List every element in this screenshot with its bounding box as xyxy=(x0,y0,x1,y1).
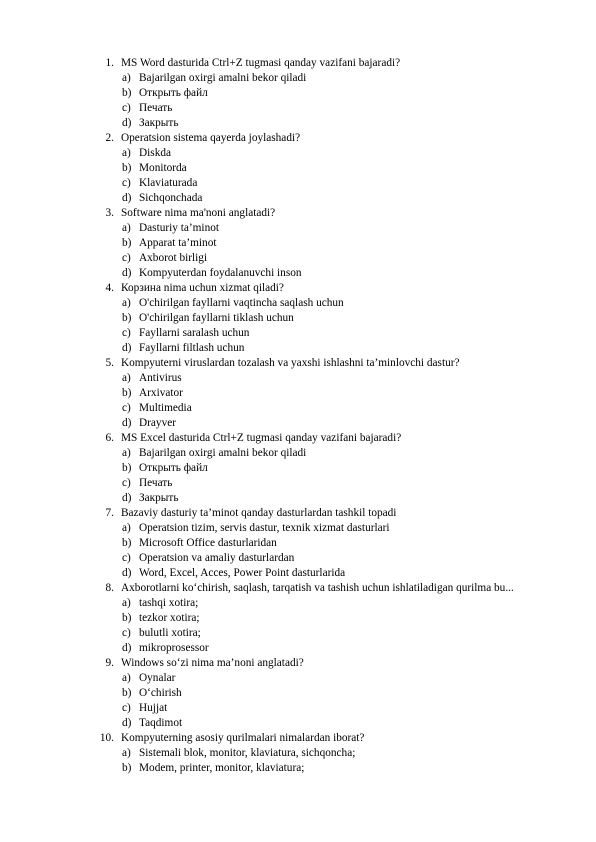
option-text: Открыть файл xyxy=(139,462,208,474)
answer-option xyxy=(0,416,596,431)
answer-option xyxy=(0,371,596,386)
question-number: 3. xyxy=(105,207,114,219)
option-text: Drayver xyxy=(139,417,177,429)
question-text: Operatsion sistema qayerda joylashadi? xyxy=(121,132,301,144)
answer-option xyxy=(0,761,596,776)
question-item xyxy=(0,581,596,596)
option-letter: d) xyxy=(122,642,132,654)
option-letter: a) xyxy=(122,522,131,534)
question-text: Kompyuterni viruslardan tozalash va yaxshi ishlashni ta’minlovchi dastur? xyxy=(121,357,460,369)
option-letter: d) xyxy=(122,417,132,429)
option-letter: a) xyxy=(122,372,131,384)
option-text: Fayllarni filtlash uchun xyxy=(139,342,245,354)
answer-option xyxy=(0,191,596,206)
option-letter: c) xyxy=(122,477,131,489)
option-letter: c) xyxy=(122,327,131,339)
option-text: Bajarilgan oxirgi amalni bekor qiladi xyxy=(139,72,307,84)
answer-option xyxy=(0,236,596,251)
option-text: tashqi xotira; xyxy=(139,597,199,609)
option-text: Dasturiy ta’minot xyxy=(139,222,220,234)
option-letter: b) xyxy=(122,537,132,549)
question-text: Kompyuterning asosiy qurilmalari nimalardan iborat? xyxy=(121,732,365,744)
answer-option xyxy=(0,701,596,716)
question-number: 9. xyxy=(105,657,114,669)
option-text: Hujjat xyxy=(139,702,168,714)
question-item xyxy=(0,131,596,146)
answer-option xyxy=(0,326,596,341)
question-number: 5. xyxy=(105,357,114,369)
option-text: Arxivator xyxy=(139,387,183,399)
option-letter: b) xyxy=(122,87,132,99)
answer-option xyxy=(0,251,596,266)
option-text: Sichqonchada xyxy=(139,192,203,204)
option-letter: b) xyxy=(122,387,132,399)
option-letter: b) xyxy=(122,237,132,249)
option-text: Закрыть xyxy=(139,492,179,504)
option-letter: a) xyxy=(122,222,131,234)
option-text: Operatsion va amaliy dasturlardan xyxy=(139,552,295,564)
answer-option xyxy=(0,266,596,281)
question-number: 1. xyxy=(105,57,114,69)
option-letter: c) xyxy=(122,702,131,714)
option-text: Multimedia xyxy=(139,402,192,414)
answer-option xyxy=(0,611,596,626)
option-letter: a) xyxy=(122,672,131,684)
option-text: O'chirilgan fayllarni vaqtincha saqlash uchun xyxy=(139,297,344,309)
answer-option xyxy=(0,716,596,731)
option-letter: d) xyxy=(122,342,132,354)
option-letter: d) xyxy=(122,567,132,579)
option-text: Bajarilgan oxirgi amalni bekor qiladi xyxy=(139,447,307,459)
option-text: Monitorda xyxy=(139,162,187,174)
question-item xyxy=(0,731,596,746)
answer-option xyxy=(0,221,596,236)
answer-option xyxy=(0,536,596,551)
option-letter: b) xyxy=(122,312,132,324)
option-text: mikroprosessor xyxy=(139,642,209,654)
option-text: Apparat ta’minot xyxy=(139,237,217,249)
option-letter: c) xyxy=(122,252,131,264)
option-text: Word, Excel, Acces, Power Point dasturlarida xyxy=(139,567,346,579)
question-text: MS Excel dasturida Ctrl+Z tugmasi qanday vazifani bajaradi? xyxy=(121,432,402,444)
answer-option xyxy=(0,686,596,701)
answer-option xyxy=(0,296,596,311)
option-letter: d) xyxy=(122,492,132,504)
question-item xyxy=(0,281,596,296)
option-text: tezkor xotira; xyxy=(139,612,200,624)
answer-option xyxy=(0,176,596,191)
option-text: Klaviaturada xyxy=(139,177,198,189)
option-text: Axborot birligi xyxy=(139,252,208,264)
answer-option xyxy=(0,311,596,326)
answer-option xyxy=(0,401,596,416)
question-number: 10. xyxy=(99,732,114,744)
answer-option xyxy=(0,671,596,686)
option-text: Taqdimot xyxy=(139,717,183,729)
answer-option xyxy=(0,71,596,86)
option-text: Sistemali blok, monitor, klaviatura, sichqoncha; xyxy=(139,747,356,759)
option-letter: d) xyxy=(122,117,132,129)
option-text: Открыть файл xyxy=(139,87,208,99)
option-letter: c) xyxy=(122,552,131,564)
question-text: Axborotlarni ko‘chirish, saqlash, tarqatish va tashish uchun ishlatiladigan qurilma bu... xyxy=(121,582,514,594)
option-letter: a) xyxy=(122,747,131,759)
option-text: Печать xyxy=(139,477,173,489)
answer-option xyxy=(0,596,596,611)
option-text: Fayllarni saralash uchun xyxy=(139,327,250,339)
option-text: Diskda xyxy=(139,147,172,159)
option-text: Modem, printer, monitor, klaviatura; xyxy=(139,762,305,774)
answer-option xyxy=(0,641,596,656)
answer-option xyxy=(0,341,596,356)
option-text: Antivirus xyxy=(139,372,182,384)
option-text: Microsoft Office dasturlaridan xyxy=(139,537,277,549)
answer-option xyxy=(0,521,596,536)
question-text: Software nima ma'noni anglatadi? xyxy=(121,207,276,219)
question-item xyxy=(0,656,596,671)
option-letter: b) xyxy=(122,162,132,174)
answer-option xyxy=(0,101,596,116)
question-number: 4. xyxy=(105,282,114,294)
question-text: MS Word dasturida Ctrl+Z tugmasi qanday vazifani bajaradi? xyxy=(121,57,401,69)
option-letter: b) xyxy=(122,687,132,699)
answer-option xyxy=(0,551,596,566)
option-letter: d) xyxy=(122,267,132,279)
answer-option xyxy=(0,386,596,401)
option-text: Закрыть xyxy=(139,117,179,129)
option-letter: c) xyxy=(122,627,131,639)
question-number: 6. xyxy=(105,432,114,444)
question-text: Bazaviy dasturiy ta’minot qanday dasturlardan tashkil topadi xyxy=(121,507,397,519)
question-item xyxy=(0,206,596,221)
option-letter: b) xyxy=(122,612,132,624)
answer-option xyxy=(0,461,596,476)
question-text: Корзина nima uchun xizmat qiladi? xyxy=(121,282,284,294)
answer-option xyxy=(0,86,596,101)
option-letter: d) xyxy=(122,192,132,204)
option-letter: a) xyxy=(122,447,131,459)
option-letter: a) xyxy=(122,147,131,159)
question-item xyxy=(0,431,596,446)
question-number: 2. xyxy=(105,132,114,144)
answer-option xyxy=(0,161,596,176)
option-letter: a) xyxy=(122,297,131,309)
question-text: Windows so‘zi nima ma’noni anglatadi? xyxy=(121,657,304,669)
option-letter: c) xyxy=(122,402,131,414)
answer-option xyxy=(0,146,596,161)
option-letter: a) xyxy=(122,72,131,84)
option-text: Печать xyxy=(139,102,173,114)
option-text: Kompyuterdan foydalanuvchi inson xyxy=(139,267,302,279)
option-letter: b) xyxy=(122,762,132,774)
option-text: Operatsion tizim, servis dastur, texnik xizmat dasturlari xyxy=(139,522,390,534)
option-text: O'chirilgan fayllarni tiklash uchun xyxy=(139,312,294,324)
answer-option xyxy=(0,116,596,131)
option-letter: a) xyxy=(122,597,131,609)
answer-option xyxy=(0,626,596,641)
option-letter: b) xyxy=(122,462,132,474)
question-list xyxy=(0,56,596,776)
option-letter: c) xyxy=(122,177,131,189)
answer-option xyxy=(0,566,596,581)
question-item xyxy=(0,506,596,521)
option-text: O‘chirish xyxy=(139,687,182,699)
option-letter: d) xyxy=(122,717,132,729)
option-letter: c) xyxy=(122,102,131,114)
question-number: 8. xyxy=(105,582,114,594)
option-text: Oynalar xyxy=(139,672,176,684)
question-item xyxy=(0,356,596,371)
question-item xyxy=(0,56,596,71)
answer-option xyxy=(0,746,596,761)
answer-option xyxy=(0,476,596,491)
option-text: bulutli xotira; xyxy=(139,627,201,639)
question-number: 7. xyxy=(105,507,114,519)
answer-option xyxy=(0,446,596,461)
answer-option xyxy=(0,491,596,506)
